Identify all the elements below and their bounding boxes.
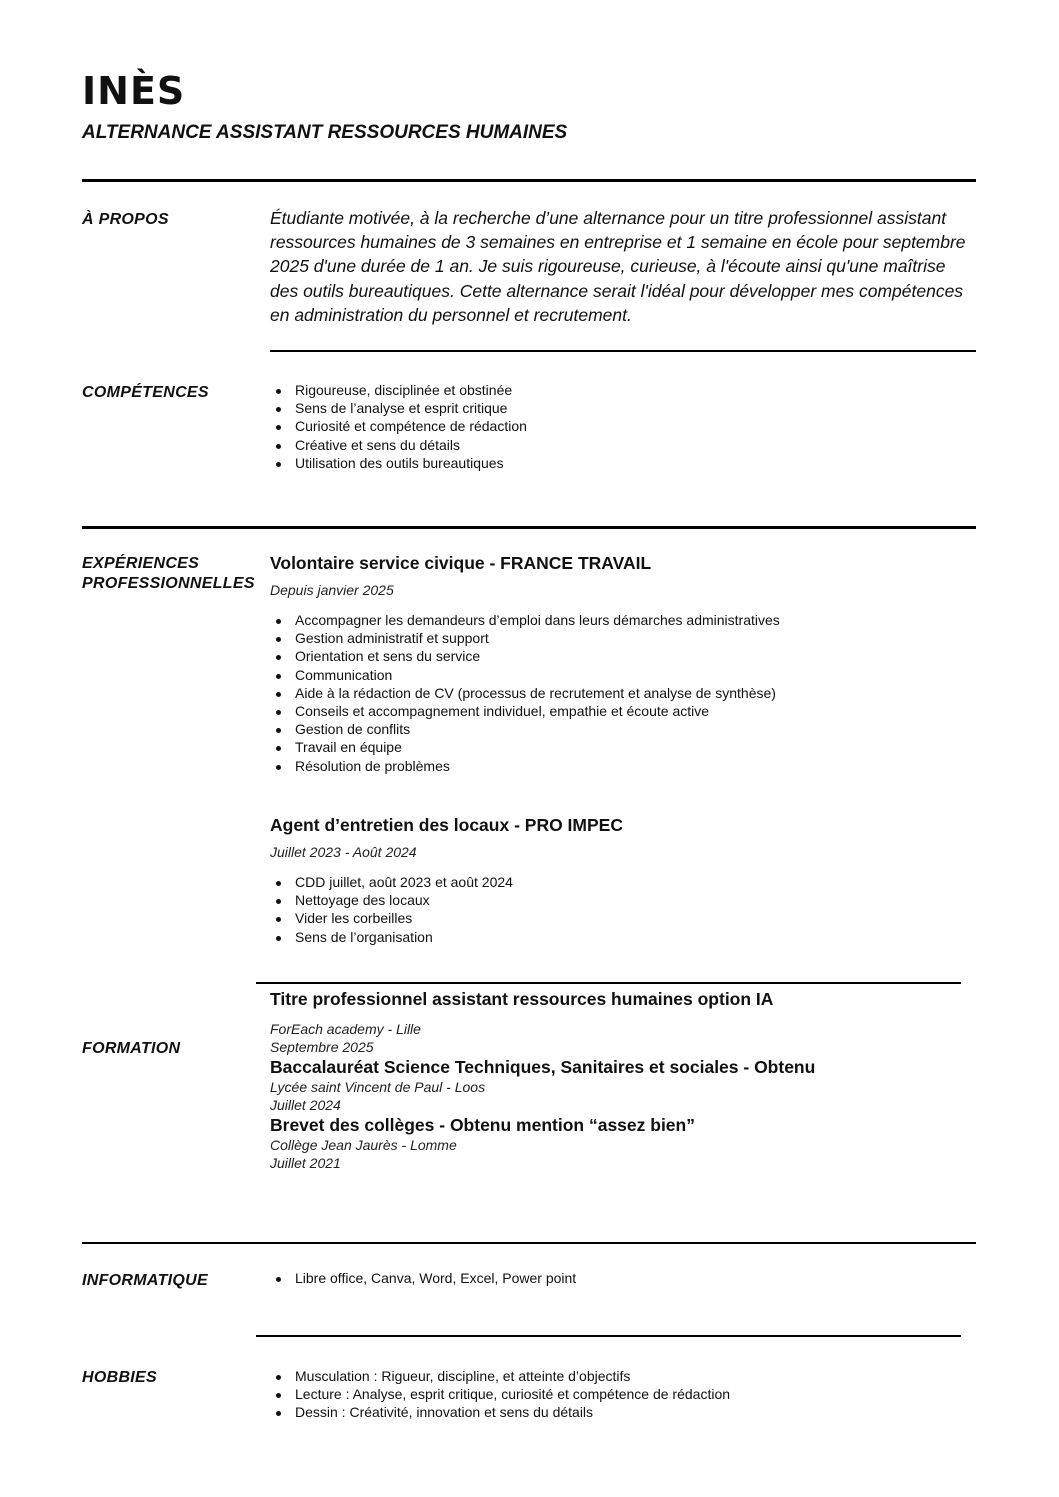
divider — [82, 1242, 976, 1244]
list-item: Orientation et sens du service — [270, 647, 780, 665]
divider — [82, 526, 976, 529]
education-entry — [270, 988, 815, 1056]
computing-list — [270, 1269, 576, 1287]
education-title: Titre professionnel assistant ressources humaines option IA — [270, 989, 774, 1009]
list-item: Travail en équipe — [270, 738, 780, 756]
education-date: Juillet 2024 — [270, 1097, 341, 1113]
divider — [256, 1335, 961, 1337]
education-school: ForEach academy - Lille — [270, 1021, 421, 1037]
list-item: Résolution de problèmes — [270, 757, 780, 775]
skills-list — [270, 381, 527, 472]
education-date: Septembre 2025 — [270, 1039, 374, 1055]
job-tasks-list — [270, 873, 513, 946]
candidate-name: INÈS — [82, 69, 186, 113]
list-item: Lecture : Analyse, esprit critique, curiosité et compétence de rédaction — [270, 1385, 730, 1403]
job-date: Juillet 2023 - Août 2024 — [270, 844, 417, 860]
list-item: Accompagner les demandeurs d’emploi dans leurs démarches administratives — [270, 611, 780, 629]
education-date: Juillet 2021 — [270, 1155, 341, 1171]
section-label-hobbies: HOBBIES — [82, 1369, 157, 1386]
education-title: Baccalauréat Science Techniques, Sanitaires et sociales - Obtenu — [270, 1057, 816, 1077]
list-item: CDD juillet, août 2023 et août 2024 — [270, 873, 513, 891]
hobbies-list — [270, 1367, 730, 1422]
list-item: Vider les corbeilles — [270, 909, 513, 927]
list-item: Rigoureuse, disciplinée et obstinée — [270, 381, 527, 399]
about-text: Étudiante motivée, à la recherche d’une alternance pour un titre professionnel assistant ressources humaines de 3 semaines en entreprise et 1 semaine en école pour septembre 2025 d'une durée de 1 an. Je suis rigoureuse, curieuse, à l'écoute ainsi qu'une maîtrise des outils bureautiques. Cette alternance serait l'idéal pour développer mes compétences en administration du personnel et recrutement. — [270, 208, 966, 325]
list-item: Communication — [270, 666, 780, 684]
list-item: Sens de l’organisation — [270, 928, 513, 946]
section-label-line: EXPÉRIENCES — [82, 555, 200, 572]
section-label-computing: INFORMATIQUE — [82, 1272, 208, 1289]
education-entry — [270, 1056, 815, 1114]
list-item: Conseils et accompagnement individuel, empathie et écoute active — [270, 702, 780, 720]
job-date: Depuis janvier 2025 — [270, 582, 394, 598]
education-school: Lycée saint Vincent de Paul - Loos — [270, 1079, 486, 1095]
list-item: Aide à la rédaction de CV (processus de recrutement et analyse de synthèse) — [270, 684, 780, 702]
list-item: Dessin : Créativité, innovation et sens du détails — [270, 1403, 730, 1421]
list-item: Sens de l’analyse et esprit critique — [270, 399, 527, 417]
list-item: Gestion de conflits — [270, 720, 780, 738]
education-entry — [270, 1114, 815, 1172]
job-title: Volontaire service civique - FRANCE TRAVAIL — [270, 553, 652, 573]
job-title: Agent d’entretien des locaux - PRO IMPEC — [270, 815, 623, 835]
section-label-line: PROFESSIONNELLES — [82, 575, 255, 592]
list-item: Nettoyage des locaux — [270, 891, 513, 909]
divider — [82, 179, 976, 182]
list-item: Créative et sens du détails — [270, 436, 527, 454]
section-label-skills: COMPÉTENCES — [82, 384, 209, 401]
list-item: Curiosité et compétence de rédaction — [270, 417, 527, 435]
resume-subtitle: ALTERNANCE ASSISTANT RESSOURCES HUMAINES — [82, 122, 568, 143]
section-label-experience — [82, 554, 255, 594]
list-item: Musculation : Rigueur, discipline, et atteinte d’objectifs — [270, 1367, 730, 1385]
divider — [270, 350, 976, 352]
list-item: Libre office, Canva, Word, Excel, Power point — [270, 1269, 576, 1287]
job-tasks-list — [270, 611, 780, 775]
education-list — [270, 988, 815, 1172]
section-label-education: FORMATION — [82, 1040, 181, 1057]
education-school: Collège Jean Jaurès - Lomme — [270, 1137, 457, 1153]
section-label-about: À PROPOS — [82, 211, 169, 228]
education-title: Brevet des collèges - Obtenu mention “assez bien” — [270, 1115, 695, 1135]
divider — [256, 982, 961, 984]
list-item: Utilisation des outils bureautiques — [270, 454, 527, 472]
list-item: Gestion administratif et support — [270, 629, 780, 647]
